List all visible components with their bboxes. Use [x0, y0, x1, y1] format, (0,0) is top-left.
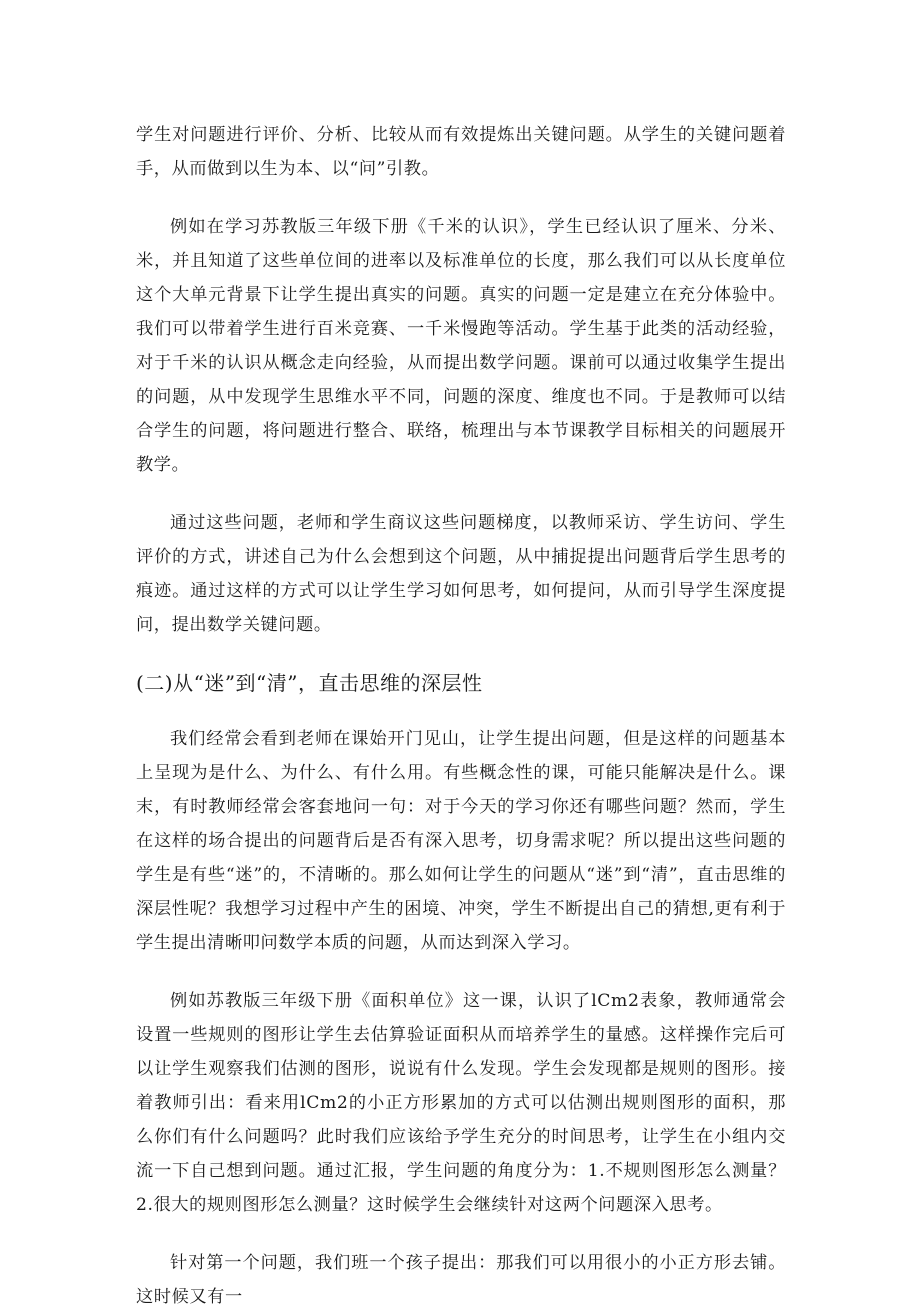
paragraph-2: 例如在学习苏教版三年级下册《千米的认识》，学生已经认识了厘米、分米、米，并且知道了这些单位间的进率以及标准单位的长度，那么我们可以从长度单位这个大单元背景下让学生提出真实的问题。真实的问题一定是建立在充分体验中。我们可以带着学生进行百米竞赛、一千米慢跑等活动。学生基于此类的活动经验，对于千米的认识从概念走向经验，从而提出数学问题。课前可以通过收集学生提出的问题，从中发现学生思维水平不同，问题的深度、维度也不同。于是教师可以结合学生的问题，将问题进行整合、联络，梳理出与本节课教学目标相关的问题展开教学。	[136, 217, 786, 475]
paragraph-3: 通过这些问题，老师和学生商议这些问题梯度，以教师采访、学生访问、学生评价的方式，讲述自己为什么会想到这个问题，从中捕捉提出问题背后学生思考的痕迹。通过这样的方式可以让学生学习如何思考，如何提问，从而引导学生深度提问，提出数学关键问题。	[136, 513, 786, 635]
paragraph-6: 针对第一个问题，我们班一个孩子提出：那我们可以用很小的小正方形去铺。这时候又有一	[136, 1253, 786, 1307]
document-page	[136, 118, 786, 1314]
paragraph-4: 我们经常会看到老师在课始开门见山，让学生提出问题，但是这样的问题基本上呈现为是什么、为什么、有什么用。有些概念性的课，可能只能解决是什么。课末，有时教师经常会客套地问一句：对于今天的学习你还有哪些问题？然而，学生在这样的场合提出的问题背后是否有深入思考，切身需求呢？所以提出这些问题的学生是有些“迷”的，不清晰的。那么如何让学生的问题从“迷”到“清”，直击思维的深层性呢？我想学习过程中产生的困境、冲突，学生不断提出自己的猜想,更有利于学生提出清晰叩问数学本质的问题，从而达到深入学习。	[136, 729, 786, 953]
paragraph-5: 例如苏教版三年级下册《面积单位》这一课，认识了lCm2表象，教师通常会设置一些规则的图形让学生去估算验证面积从而培养学生的量感。这样操作完后可以让学生观察我们估测的图形，说说有什么发现。学生会发现都是规则的图形。接着教师引出：看来用lCm2的小正方形累加的方式可以估测出规则图形的面积，那么你们有什么问题吗？此时我们应该给予学生充分的时间思考，让学生在小组内交流一下自己想到问题。通过汇报，学生问题的角度分为：1.不规则图形怎么测量？2.很大的规则图形怎么测量？这时候学生会继续针对这两个问题深入思考。	[136, 991, 786, 1215]
paragraph-1: 学生对问题进行评价、分析、比较从而有效提炼出关键问题。从学生的关键问题着手，从而做到以生为本、以“问”引教。	[136, 125, 786, 179]
section-heading: (二)从“迷”到“清”，直击思维的深层性	[136, 671, 483, 695]
